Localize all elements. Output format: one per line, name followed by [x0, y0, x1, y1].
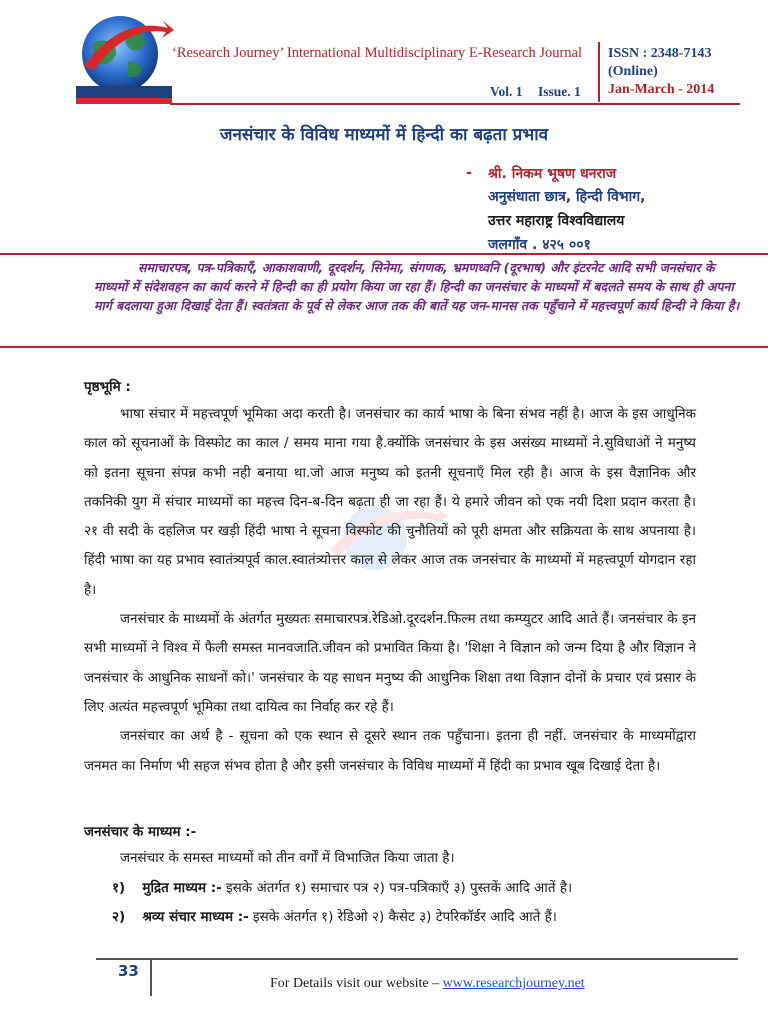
- journal-logo: [70, 6, 178, 108]
- volume-label: Vol. 1: [490, 84, 523, 99]
- media-item-title: श्रव्य संचार माध्यम :-: [142, 909, 249, 925]
- header-rule: [170, 103, 740, 105]
- body-paragraph: जनसंचार के माध्यमों के अंतर्गत मुख्यतः समाचारपत्र.रेडिओ.दूरदर्शन.फिल्म तथा कम्प्युटर आदि आते हैं। जनसंचार के इन सभी माध्यमों ने विश्व में फैली समस्त मानवजाति.जीवन को प्रभावित किया है। 'शिक्षा ने विज्ञान को जन्म दिया है और विज्ञान ने जनसंचार के आधुनिक साधनों को।' जनसंचार के यह साधन मनुष्य की आधुनिक शिक्षा तथा विज्ञान दोनों के प्रचार एवं प्रसार के लिए अत्यंत महत्त्वपूर्ण भूमिका तथा दायित्व का निर्वाह कर रहे हैं।: [84, 611, 696, 715]
- author-city: जलगाँव . ४२५ ००१: [488, 237, 591, 253]
- abstract-top-rule: [0, 253, 768, 255]
- section-heading-media: जनसंचार के माध्यम :-: [84, 824, 197, 840]
- author-role: अनुसंधाता छात्र, हिन्दी विभाग,: [488, 189, 646, 205]
- media-item-number: २): [112, 909, 126, 925]
- media-item-number: १): [112, 880, 126, 896]
- footer-label: For Details visit our website –: [270, 976, 443, 991]
- abstract: [0, 258, 768, 315]
- website-link[interactable]: www.researchjourney.net: [442, 976, 585, 991]
- section-heading-background: पृष्ठभूमि :: [84, 379, 131, 395]
- issn-online-label: (Online): [608, 64, 658, 79]
- issue-label: Issue. 1: [538, 84, 581, 99]
- journal-title: ‘Research Journey’ International Multidisciplinary E-Research Journal: [172, 45, 583, 61]
- footer-rule: [96, 958, 738, 960]
- footer-divider: [150, 958, 152, 996]
- media-item-text: इसके अंतर्गत १) रेडिओ २) कैसेट ३) टेपरिकॉर्डर आदि आते हैं।: [248, 909, 557, 925]
- author-university: उत्तर महाराष्ट्र विश्वविद्यालय: [488, 213, 625, 229]
- body-paragraph: भाषा संचार में महत्त्वपूर्ण भूमिका अदा करती है। जनसंचार का कार्य भाषा के बिना संभव नहीं है। आज के इस आधुनिक काल को सूचनाओं के विस्फोट का काल / समय माना गया है.क्योंकि जनसंचार के इस असंख्य माध्यमों ने.सुविधाओं ने मनुष्य को इतना सूचना संपन्न कभी नही बनाया था.जो आज मनुष्य को इतनी सूचनाएँ मिल रही है। आज के इस वैज्ञानिक और तकनिकी युग में संचार माध्यमों का महत्त्व दिन-ब-दिन बढ़ता ही जा रहा हैं। ये हमारे जीवन को एक नयी दिशा प्रदान करता है। २१ वी सदी के दहलिज पर खड़ी हिंदी भाषा ने सूचना विस्फोट की चुनौतियों को पूरी क्षमता और सक्रियता के साथ अपनाया है। हिंदी भाषा का यह प्रभाव स्वातंत्र्यपूर्व काल.स्वातंत्र्योत्तर काल से लेकर आज तक जनसंचार के माध्यमों में महत्त्वपूर्ण योगदान रहा है।: [84, 406, 696, 598]
- paper-title: जनसंचार के विविध माध्यमों में हिन्दी का बढ़ता प्रभाव: [219, 125, 549, 145]
- abstract-bottom-rule: [0, 346, 768, 348]
- author-dash: -: [466, 165, 472, 181]
- page-number: 33: [118, 962, 139, 980]
- globe-with-arrow-icon: [70, 6, 178, 108]
- media-item-title: मुद्रित माध्यम :-: [142, 880, 222, 896]
- footer-text: [270, 976, 585, 992]
- issn-number: ISSN : 2348-7143: [608, 46, 712, 61]
- issue-date: Jan-March - 2014: [608, 82, 715, 97]
- abstract-text: समाचारपत्र, पत्र-पत्रिकाएँ, आकाशवाणी, दूरदर्शन, सिनेमा, संगणक, भ्रमणध्वनि (दूरभाष) और इंटरनेट आदि सभी जनसंचार के माध्यमों में संदेशवहन का कार्य करने में हिन्दी का ही प्रयोग किया जा रहा हैं। हिन्दी का जनसंचार के माध्यमों में बदलते समय के साथ ही अपना मार्ग बदलाया हुआ दिखाई देता हैं। स्वतंत्रता के पूर्व से लेकर आज तक की बातें यह जन-मानस तक पहुँचाने में महत्त्वपूर्ण कार्य हिन्दी ने किया है।: [94, 260, 740, 313]
- media-intro: जनसंचार के समस्त माध्यमों को तीन वर्गों में विभाजित किया जाता है।: [120, 850, 455, 866]
- body-text: [84, 400, 696, 781]
- body-paragraph: जनसंचार का अर्थ है - सूचना को एक स्थान से दूसरे स्थान तक पहुँचाना। इतना ही नहीं. जनसंचार के माध्यमोंद्वारा जनमत का निर्माण भी सहज संभव होता है और इसी जनसंचार के विविध माध्यमों में हिंदी का प्रभाव खूब दिखाई देता है।: [84, 728, 696, 774]
- media-item-text: इसके अंतर्गत १) समाचार पत्र २) पत्र-पत्रिकाएँ ३) पुस्तकें आदि आतें है।: [221, 880, 573, 896]
- media-list-item: [112, 878, 572, 896]
- author-name: श्री. निकम भूषण धनराज: [488, 166, 617, 182]
- media-list-item: [112, 907, 557, 925]
